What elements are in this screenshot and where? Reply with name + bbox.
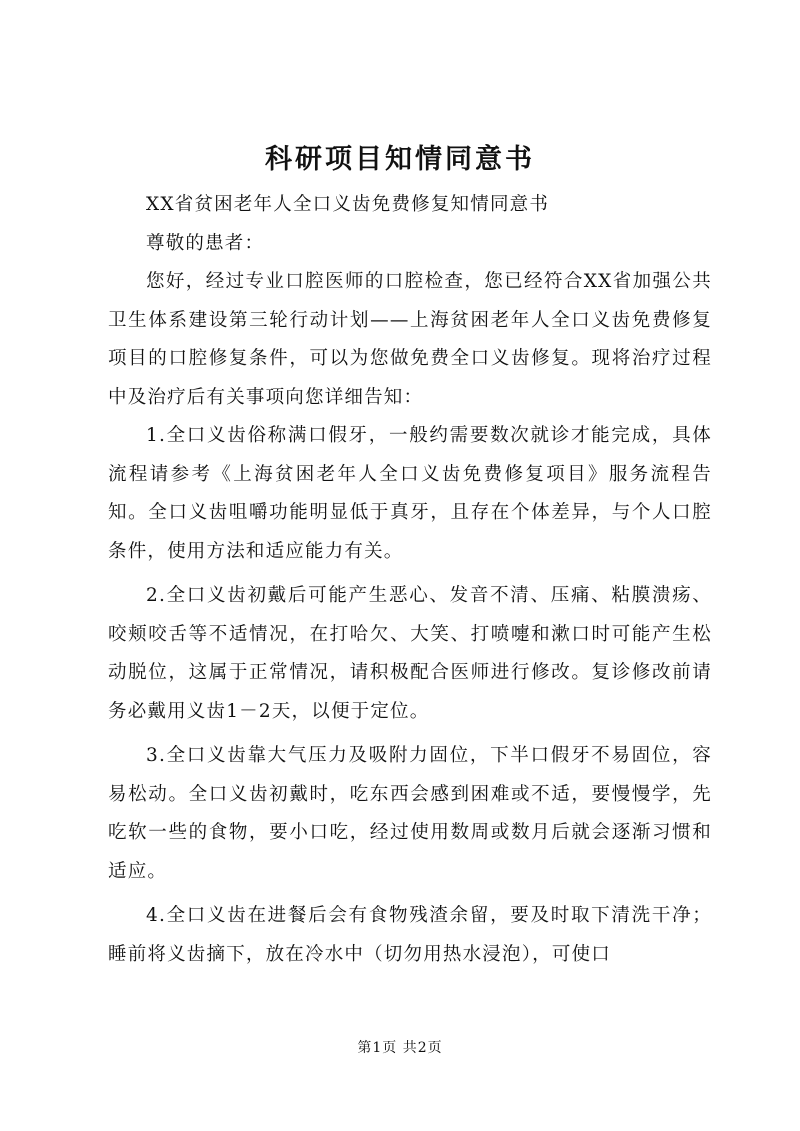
salutation-paragraph: 尊敬的患者： — [146, 232, 265, 254]
item-3-paragraph: 3.全口义齿靠大气压力及吸附力固位，下半口假牙不易固位，容易松动。全口义齿初戴时，吃东西会感到困难或不适，要慢慢学，先吃软一些的食物，要小口吃，经过使用数周或数月后就会逐渐习惯和适应。 — [108, 745, 712, 882]
document-body — [108, 186, 712, 974]
item-1-paragraph: 1.全口义齿俗称满口假牙，一般约需要数次就诊才能完成，具体流程请参考《上海贫困老年人全口义齿免费修复项目》服务流程告知。全口义齿咀嚼功能明显低于真牙，且存在个体差异，与个人口腔条件，使用方法和适应能力有关。 — [108, 425, 712, 562]
subtitle-paragraph: XX省贫困老年人全口义齿免费修复知情同意书 — [146, 194, 550, 215]
page-title: 科研项目知情同意书 — [265, 144, 535, 175]
item-2-paragraph: 2.全口义齿初戴后可能产生恶心、发音不清、压痛、粘膜溃疡、咬颊咬舌等不适情况，在打哈欠、大笑、打喷嚏和漱口时可能产生松动脱位，这属于正常情况，请积极配合医师进行修改。复诊修改前请务必戴用义齿1－2天，以便于定位。 — [108, 585, 712, 722]
intro-paragraph: 您好，经过专业口腔医师的口腔检查，您已经符合XX省加强公共卫生体系建设第三轮行动计划——上海贫困老年人全口义齿免费修复项目的口腔修复条件，可以为您做免费全口义齿修复。现将治疗过程中及治疗后有关事项向您详细告知： — [108, 271, 712, 408]
page-footer: 第1页 共2页 — [357, 1040, 443, 1056]
item-4-paragraph: 4.全口义齿在进餐后会有食物残渣余留，要及时取下清洗干净；睡前将义齿摘下，放在冷水中（切勿用热水浸泡），可使口 — [108, 905, 712, 965]
